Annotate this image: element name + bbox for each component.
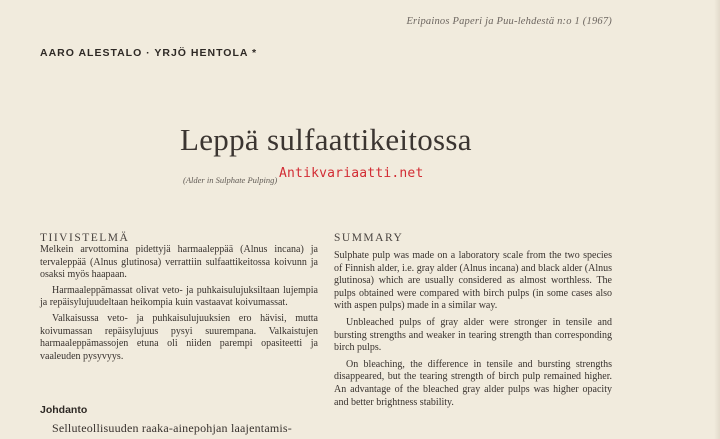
summary-paragraph: On bleaching, the difference in tensile and bursting strengths disappeared, but the tearing strength of birch pulp remained higher. An advantage of the bleached gray alder pulps was higher opacity and better brightness stability. <box>334 358 612 408</box>
tiivistelma-paragraph: Valkaisussa veto- ja puhkaisulujuuksien ero hävisi, mutta koivumassan repäisylujuus pysyi suurempana. Valkaistujen harmaaleppämassojen etuna oli niiden parempi opasiteetti ja vaaleuden pysyvyys. <box>40 312 318 362</box>
author-names: AARO ALESTALO · YRJÖ HENTOLA * <box>40 47 258 59</box>
article-subtitle: (Alder in Sulphate Pulping) <box>183 175 278 185</box>
article-title: Leppä sulfaattikeitossa <box>180 122 472 157</box>
summary-paragraph: Unbleached pulps of gray alder were stronger in tensile and bursting strengths and weaker in tearing strength than corresponding birch pulps. <box>334 316 612 354</box>
scan-edge-shadow <box>714 0 720 439</box>
reprint-note: Eripainos Paperi ja Puu-lehdestä n:o 1 (1967) <box>406 16 612 27</box>
johdanto-heading: Johdanto <box>40 404 88 416</box>
summary-heading: SUMMARY <box>334 232 404 244</box>
summary-paragraph: Sulphate pulp was made on a laboratory scale from the two species of Finnish alder, i.e. gray alder (Alnus incana) and black alder (Alnus glutinosa) which are usually considered as almost worthless. The pulps obtained were compared with birch pulps (in some cases also with aspen pulps) made in a similar way. <box>334 250 612 312</box>
tiivistelma-heading: TIIVISTELMÄ <box>40 232 130 244</box>
tiivistelma-paragraph: Harmaaleppämassat olivat veto- ja puhkaisulujuksiltaan lujempia ja repäisylujuudeltaan heikompia kuin vastaavat koivumassat. <box>40 284 318 309</box>
watermark-text: Antikvariaatti.net <box>279 166 424 181</box>
tiivistelma-paragraph: Melkein arvottomina pidettyjä harmaaleppää (Alnus incana) ja tervaleppää (Alnus glutinosa) verrattiin sulfaattikeitossa koivunn ja osaksi myös haapaan. <box>40 244 318 281</box>
tiivistelma-column <box>40 244 318 366</box>
summary-column <box>334 250 612 413</box>
johdanto-first-line: Selluteollisuuden raaka-ainepohjan laajentamis- <box>52 421 292 435</box>
